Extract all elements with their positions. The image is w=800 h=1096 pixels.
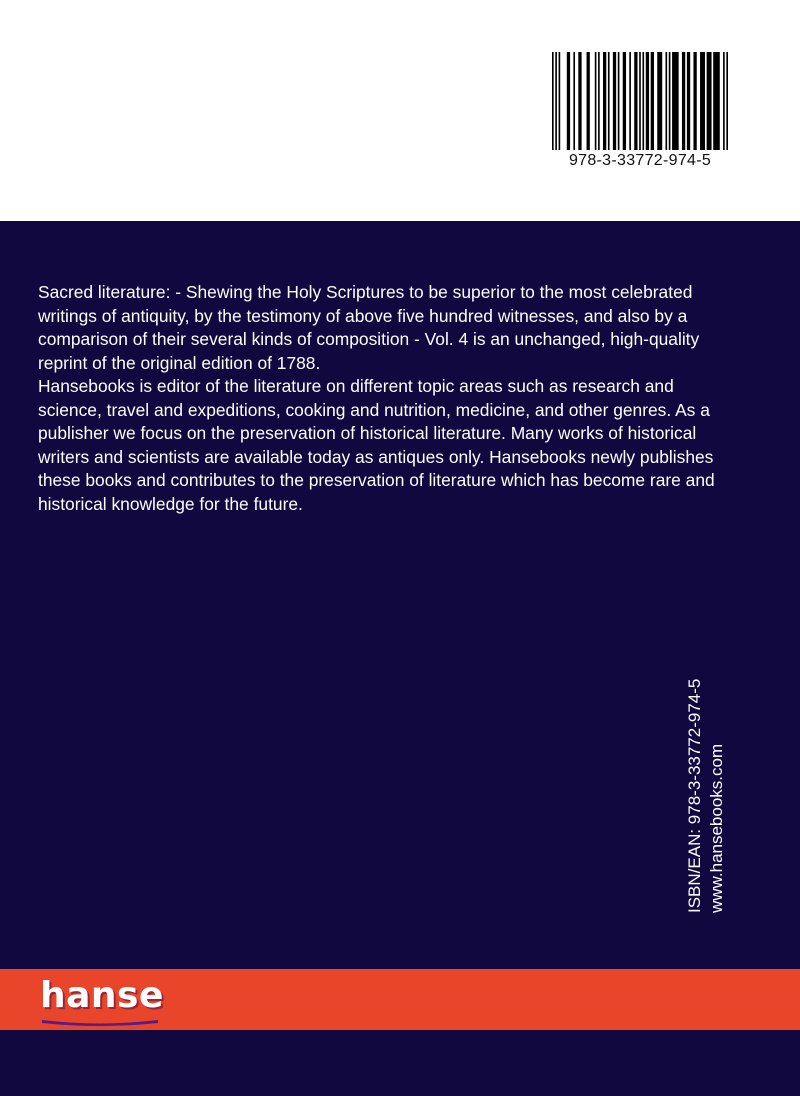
barcode-bar <box>723 52 725 150</box>
barcode-bar <box>595 52 597 150</box>
hanse-logo: hanse <box>40 975 164 1016</box>
description-paragraph-1: Sacred literature: - Shewing the Holy Scriptures to be superior to the most celebrated writings of antiquity, by the testimony of above five hundred witnesses, and also by a comparison of their several kinds of composition - Vol. 4 is an unchanged, high-quality reprint of the original edition of 1788. <box>38 282 700 373</box>
isbn-ean-text: ISBN/EAN: 978-3-33772-974-5 <box>685 678 704 913</box>
barcode-bar <box>642 52 644 150</box>
barcode-bar <box>682 52 685 150</box>
barcode-bar <box>618 52 620 150</box>
book-description <box>38 281 738 516</box>
barcode-bar <box>726 52 728 150</box>
barcode-bar <box>651 52 654 150</box>
barcode-bar <box>598 52 600 150</box>
barcode-bar <box>623 52 626 150</box>
barcode-bar <box>608 52 610 150</box>
barcode-bar <box>657 52 662 150</box>
website-text: www.hansebooks.com <box>707 743 726 913</box>
barcode-bar <box>613 52 616 150</box>
barcode-bar <box>693 52 696 150</box>
barcode-bar <box>552 52 554 150</box>
barcode-bar <box>559 52 561 150</box>
back-cover-panel <box>0 221 800 1096</box>
barcode-bar <box>634 52 637 150</box>
barcode <box>552 52 728 182</box>
publisher-band <box>0 969 800 1030</box>
barcode-bar <box>672 52 679 150</box>
barcode-bar <box>700 52 705 150</box>
barcode-bar <box>646 52 649 150</box>
barcode-bar <box>629 52 631 150</box>
barcode-bar <box>573 52 575 150</box>
description-paragraph-2: Hansebooks is editor of the literature on different topic areas such as research and science, travel and expeditions, cooking and nutrition, medicine, and other genres. As a publisher we focus on the preservation of historical literature. Many works of historical writers and scientists are available today as antiques only. Hansebooks newly publishes these books and contributes to the preservation of literature which has become rare and historical knowledge for the future. <box>38 376 715 514</box>
barcode-bar <box>713 52 720 150</box>
barcode-bar <box>666 52 668 150</box>
barcode-bar <box>603 52 606 150</box>
barcode-bar <box>707 52 712 150</box>
barcode-bar <box>687 52 690 150</box>
barcode-bar <box>555 52 557 150</box>
barcode-bar <box>639 52 641 150</box>
barcode-bar <box>567 52 570 150</box>
logo-swoosh-icon <box>40 1017 160 1027</box>
barcode-bar <box>587 52 590 150</box>
barcode-bar <box>669 52 671 150</box>
barcode-number: 978-3-33772-974-5 <box>568 152 712 169</box>
top-white-area <box>0 0 800 221</box>
barcode-bars <box>552 52 728 150</box>
barcode-bar <box>578 52 581 150</box>
spine-info <box>684 663 744 913</box>
